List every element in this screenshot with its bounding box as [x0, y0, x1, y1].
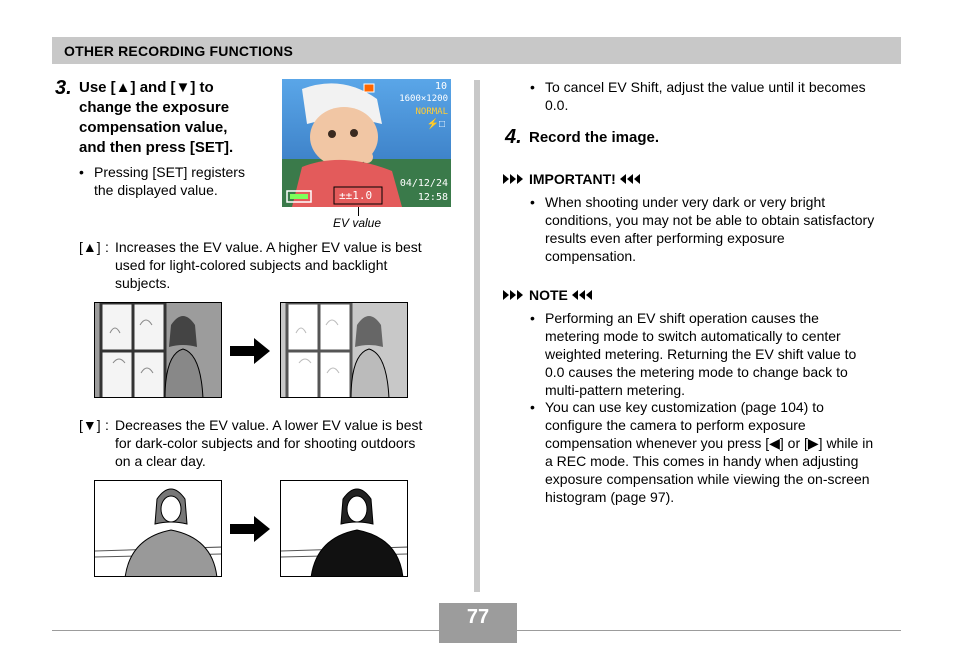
bullet-line: conditions, you may not be able to obtain satisfactory	[545, 212, 875, 228]
bullet-dot: •	[530, 194, 535, 210]
step-3-instruction	[79, 78, 233, 158]
bullet-line: multi-pattern metering.	[545, 382, 686, 398]
triangle-left-marker-icon	[620, 173, 642, 185]
window-scene-bright	[281, 303, 408, 398]
ev-value: ±1.0	[345, 189, 373, 202]
desc-line: used for light-colored subjects and backlight	[115, 257, 388, 273]
backlit-window-after	[280, 302, 408, 398]
desc-line: for dark-color subjects and for shooting outdoors	[115, 435, 416, 451]
note-heading	[503, 286, 594, 304]
bullet-line: compensation.	[545, 248, 637, 264]
bullet-line: 0.0.	[545, 97, 569, 113]
step-4-number: 4.	[505, 126, 522, 148]
window-scene	[95, 303, 222, 398]
important-label: IMPORTANT!	[529, 171, 616, 187]
desc-line: Increases the EV value. A higher EV value is best	[115, 239, 422, 255]
bullet-line: histogram (page 97).	[545, 489, 675, 505]
right-arrow-icon	[230, 338, 270, 364]
page-number-box	[439, 603, 517, 643]
time: 12:58	[417, 192, 448, 203]
ev-readout	[339, 189, 372, 202]
shot-count: 10	[434, 81, 447, 92]
ev-icon: ±	[339, 189, 346, 202]
step-3-line: compensation value,	[79, 119, 228, 136]
date: 04/12/24	[399, 178, 448, 189]
ev-caption: EV value	[333, 216, 382, 230]
step-3-line: change the exposure	[79, 99, 230, 116]
page-number-tab	[439, 631, 517, 643]
bullet-line: configure the camera to perform exposure	[545, 417, 806, 433]
bullet-line: compensation whenever you press [◀] or [▶] while in	[545, 435, 874, 451]
step-3-bullet	[79, 163, 274, 199]
caption-leader-line	[358, 207, 359, 216]
desc-line: Decreases the EV value. A lower EV value is best	[115, 417, 423, 433]
step-3-line: and then press [SET].	[79, 139, 234, 156]
cancel-bullet	[530, 78, 900, 114]
important-heading	[503, 170, 642, 188]
bullet-line: Pressing [SET] registers	[94, 164, 245, 180]
bullet-dot: •	[530, 399, 535, 415]
bright-subject-after	[280, 480, 408, 577]
bullet-line: the displayed value.	[94, 182, 218, 198]
bullet-line: results even after performing exposure	[545, 230, 785, 246]
increase-description	[79, 238, 459, 292]
bullet-dot: •	[79, 164, 84, 180]
triangle-left-marker-icon	[572, 289, 594, 301]
right-arrow-icon	[230, 516, 270, 542]
step-4-instruction: Record the image.	[529, 129, 660, 146]
down-key-label: [▼]	[79, 417, 101, 433]
camera-lcd-preview	[282, 79, 451, 207]
bullet-line: exposure compensation while viewing the on-screen	[545, 471, 870, 487]
step-3-line: Use [▲] and [▼] to	[79, 79, 214, 96]
desc-line: subjects.	[115, 275, 171, 291]
quality: NORMAL	[415, 107, 448, 117]
separator: :	[105, 417, 109, 433]
section-title: OTHER RECORDING FUNCTIONS	[64, 43, 293, 59]
bullet-line: Performing an EV shift operation causes the	[545, 310, 819, 326]
triangle-right-marker-icon	[503, 289, 525, 301]
triangle-right-marker-icon	[503, 173, 525, 185]
bullet-line: a REC mode. This comes in handy when adjusting	[545, 453, 859, 469]
bullet-line: weighted metering. Returning the EV shift value to	[545, 346, 857, 362]
bullet-line: You can use key customization (page 104) to	[545, 399, 824, 415]
flash-icon: ⚡□	[426, 119, 445, 130]
column-divider	[474, 80, 480, 592]
step-3-number: 3.	[55, 77, 72, 99]
decrease-description	[79, 416, 459, 470]
important-bullet	[530, 193, 910, 265]
note-bullet-1	[530, 309, 910, 399]
note-label: NOTE	[529, 287, 568, 303]
page-number: 77	[439, 603, 517, 631]
desc-line: on a clear day.	[115, 453, 206, 469]
backlit-window-before	[94, 302, 222, 398]
bullet-line: 0.0 causes the metering mode to change back to	[545, 364, 848, 380]
bullet-dot: •	[530, 79, 535, 95]
bullet-line: To cancel EV Shift, adjust the value until it becomes	[545, 79, 866, 95]
resolution: 1600×1200	[399, 94, 448, 104]
woman-scene-dark	[281, 481, 408, 577]
note-bullet-2	[530, 398, 910, 506]
bullet-line: metering mode to switch automatically to center	[545, 328, 841, 344]
bright-subject-before	[94, 480, 222, 577]
up-key-label: [▲]	[79, 239, 101, 255]
separator: :	[105, 239, 109, 255]
woman-scene	[95, 481, 222, 577]
bullet-dot: •	[530, 310, 535, 326]
bullet-line: When shooting under very dark or very bright	[545, 194, 826, 210]
